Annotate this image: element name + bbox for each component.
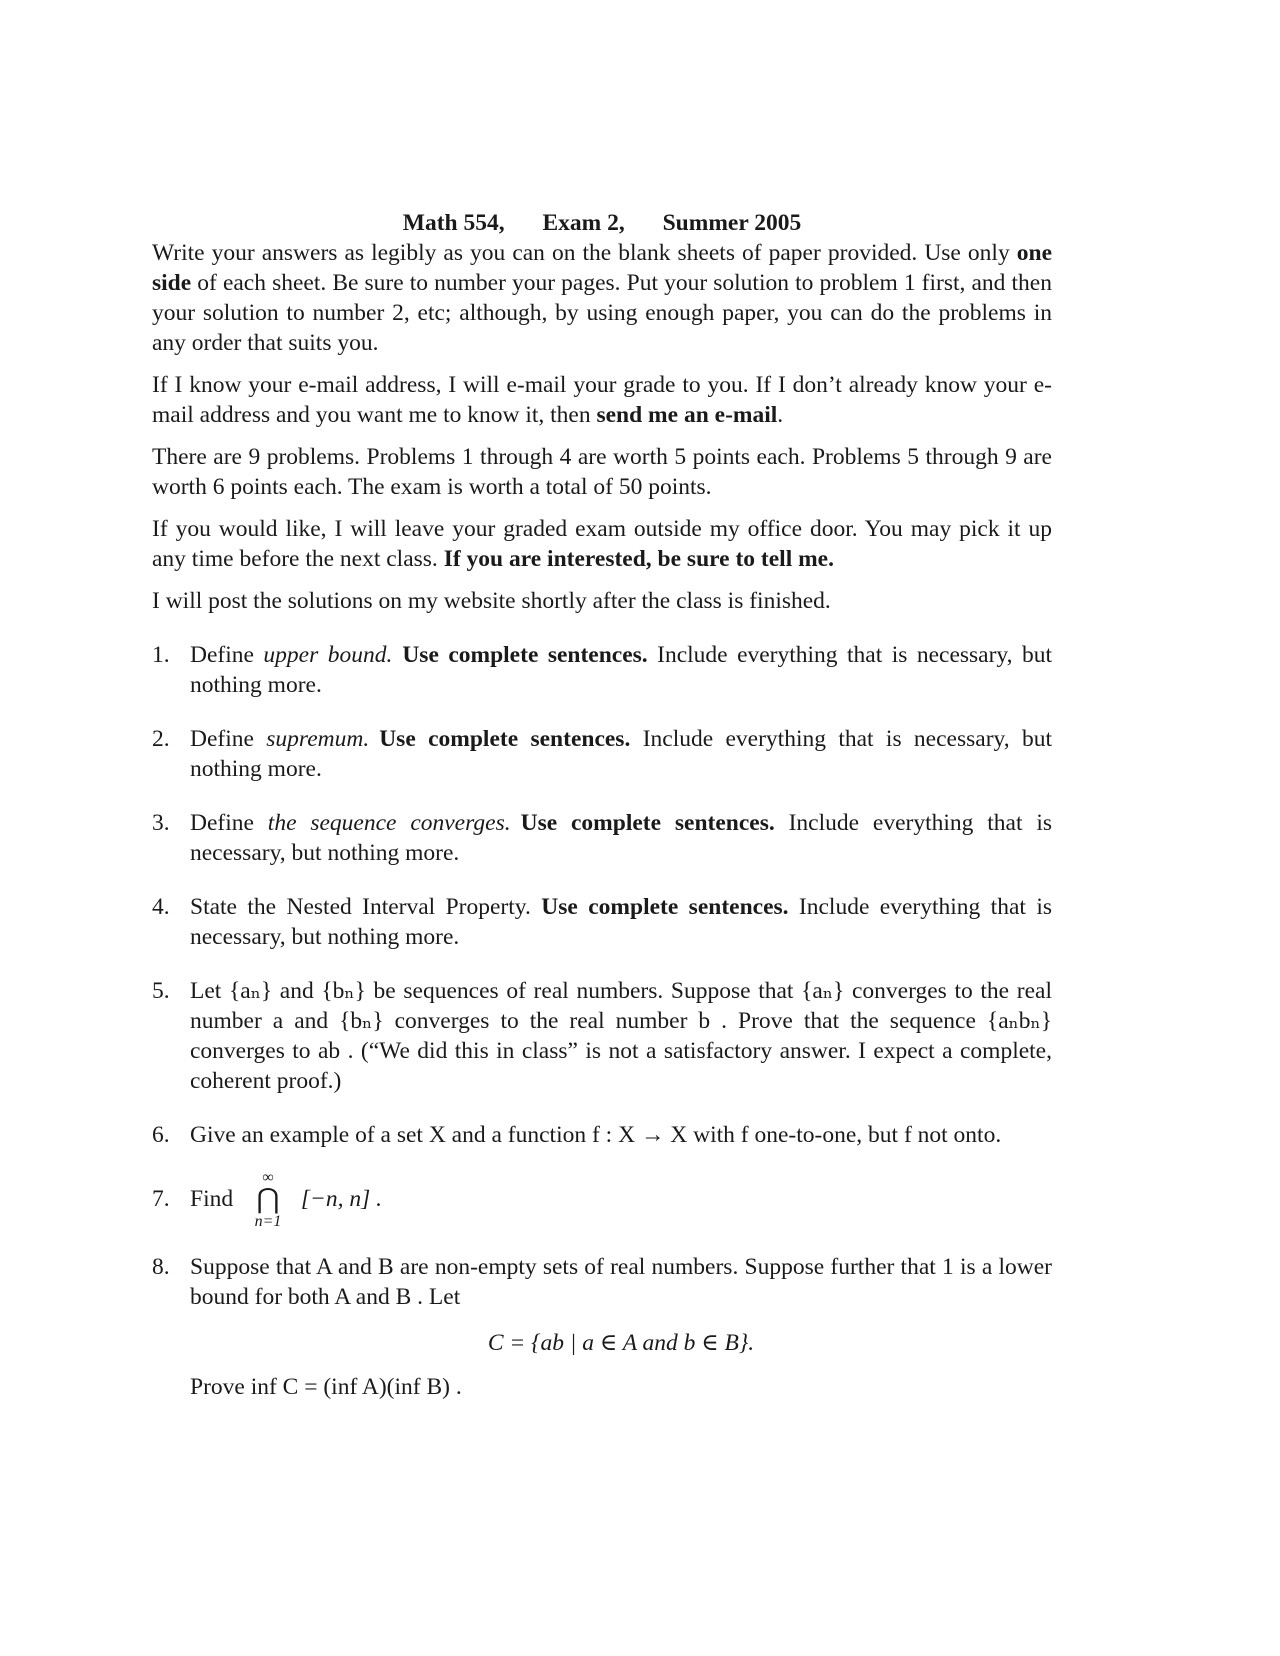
exam-term: Summer 2005 [662, 210, 802, 236]
problem-number: 3. [152, 810, 170, 836]
text: Define [190, 726, 267, 752]
upper-limit: ∞ [262, 1169, 274, 1187]
problem-7 [152, 1169, 1052, 1231]
problem-5 [152, 976, 1052, 1096]
text: Include everything that is necessary, but nothing more. [190, 810, 1053, 866]
emphasis: If you are interested, be sure to tell me. [443, 546, 834, 572]
problem-6 [152, 1120, 1052, 1150]
text: of each sheet. Be sure to number your pages. Put your solution to problem 1 first, and then your solution to number 2, etc; although, by using enough paper, you can do the problems in any order that suits you. [152, 270, 1052, 356]
emphasis: Use complete sentences. [379, 726, 631, 752]
text: Write your answers as legibly as you can on the blank sheets of paper provided. Use only [152, 240, 1017, 266]
defined-term: upper bound. [263, 642, 393, 668]
problem-number: 5. [152, 978, 170, 1004]
problem-text: Give an example of a set X and a function f : X → X with f one-to-one, but f not onto. [190, 1122, 1002, 1148]
prove-statement: Prove inf C = (inf A)(inf B) . [190, 1374, 462, 1401]
display-equation: C = {ab | a ∈ A and b ∈ B}. [487, 1330, 755, 1357]
problem-4 [152, 892, 1052, 952]
text: Find [190, 1186, 234, 1212]
problem-number: 2. [152, 726, 170, 752]
problem-number: 1. [152, 642, 170, 668]
text: Include everything that is necessary, but nothing more. [190, 726, 1052, 782]
exam-page [152, 208, 1052, 1426]
defined-term: the sequence converges. [267, 810, 511, 836]
lower-limit: n=1 [254, 1213, 282, 1231]
exam-title [152, 208, 1052, 238]
problem-number: 6. [152, 1122, 170, 1148]
text: State the Nested Interval Property. [190, 894, 542, 920]
defined-term: supremum. [266, 726, 370, 752]
emphasis: send me an e-mail [596, 402, 778, 428]
instructions-paragraph-2 [152, 370, 1052, 430]
text: Include everything that is necessary, but nothing more. [190, 894, 1052, 950]
text: If I know your e-mail address, I will e-mail your grade to you. If I don’t already know your e-mail address and you want me to know it, then [152, 372, 1052, 428]
instructions-paragraph-5: I will post the solutions on my website shortly after the class is finished. [152, 588, 831, 614]
instructions-paragraph-3: There are 9 problems. Problems 1 through 4 are worth 5 points each. Problems 5 through 9 are worth 6 points each. The exam is worth a total of 50 points. [152, 444, 1052, 500]
emphasis: Use complete sentences. [402, 642, 648, 668]
problem-list [152, 640, 1052, 1402]
text: If you would like, I will leave your graded exam outside my office door. You may pick it up any time before the next class. [152, 516, 1052, 572]
problem-8 [152, 1252, 1052, 1402]
big-intersection [247, 1169, 289, 1231]
problem-text: Suppose that A and B are non-empty sets of real numbers. Suppose further that 1 is a lower bound for both A and B . Let [190, 1254, 1052, 1311]
emphasis: Use complete sentences. [541, 894, 789, 920]
instructions-paragraph-4 [152, 514, 1052, 574]
problem-1 [152, 640, 1052, 700]
text: Define [190, 810, 268, 836]
problem-number: 8. [152, 1254, 170, 1281]
problem-number: 7. [152, 1186, 170, 1212]
math-expression: [−n, n] . [300, 1186, 383, 1212]
problem-number: 4. [152, 894, 170, 920]
emphasis: Use complete sentences. [520, 810, 775, 836]
instructions-paragraph-1 [152, 238, 1052, 358]
emphasis: one side [152, 240, 1052, 296]
text: Define [190, 642, 264, 668]
problem-3 [152, 808, 1052, 868]
course-name: Math 554, [402, 210, 505, 236]
text: . [777, 402, 784, 428]
problem-text: Let {aₙ} and {bₙ} be sequences of real numbers. Suppose that {aₙ} converges to the real number a and {bₙ} converges to the real number b . Prove that the sequence {aₙbₙ} converges to ab . (“We did this in class” is not a satisfactory answer. I expect a complete, coherent proof.) [190, 978, 1052, 1094]
text: Include everything that is necessary, but nothing more. [190, 642, 1053, 698]
intersection-symbol: ⋂ [256, 1184, 280, 1216]
exam-number: Exam 2, [542, 210, 625, 236]
problem-2 [152, 724, 1052, 784]
